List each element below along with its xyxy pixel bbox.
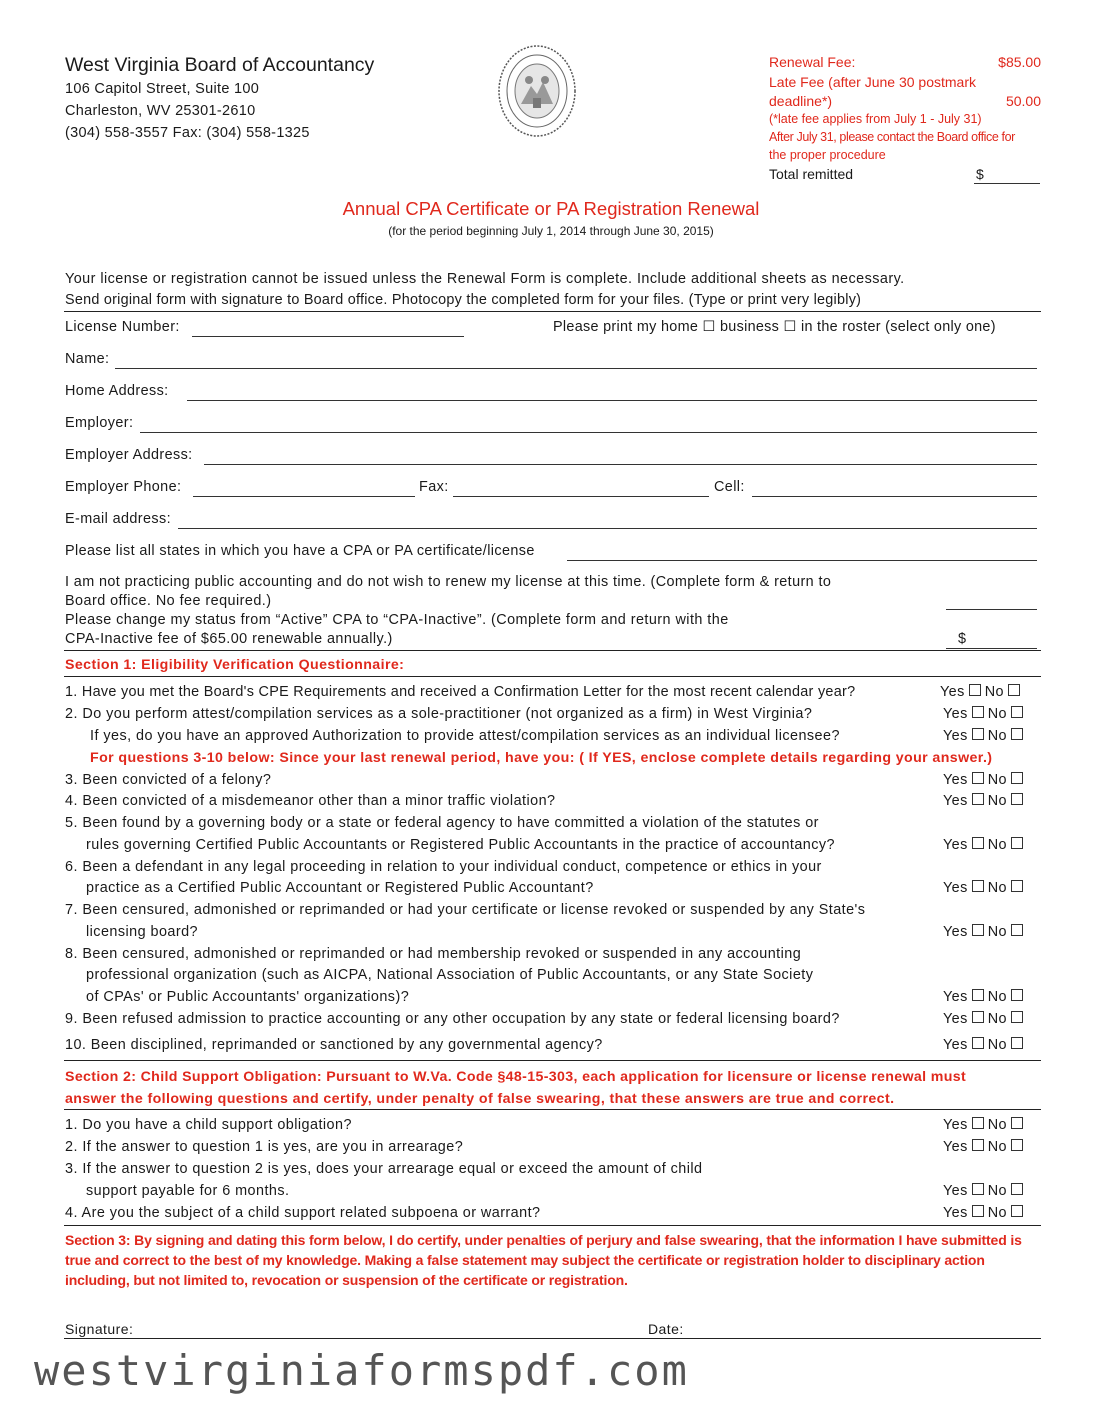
s1-question-9: 9. Been refused admission to practice accounting or any other occupation by any state or federal licensing board?	[65, 1011, 840, 1027]
divider	[64, 1060, 1041, 1061]
roster-preference[interactable]: Please print my home ☐ business ☐ in the roster (select only one)	[553, 319, 996, 335]
inactive-fee-input[interactable]	[946, 648, 1037, 649]
board-address-line2: Charleston, WV 25301-2610	[65, 103, 256, 119]
watermark: westvirginiaformspdf.com	[34, 1346, 689, 1395]
yes-checkbox[interactable]	[972, 1183, 984, 1195]
states-label: Please list all states in which you have a CPA or PA certificate/license	[65, 543, 535, 559]
late-fee-label-1: Late Fee (after June 30 postmark	[769, 74, 976, 90]
fax-label: Fax:	[419, 479, 449, 495]
no-checkbox[interactable]	[1011, 772, 1023, 784]
email-input[interactable]	[178, 528, 1037, 529]
no-checkbox[interactable]	[1011, 880, 1023, 892]
s1-question-5a: 5. Been found by a governing body or a state or federal agency to have committed a violation of the statutes or	[65, 815, 819, 831]
yes-checkbox[interactable]	[972, 989, 984, 1001]
s1-question-3: 3. Been convicted of a felony?	[65, 772, 272, 788]
s2-question-1: 1. Do you have a child support obligation?	[65, 1117, 352, 1133]
s1-question-8a: 8. Been censured, admonished or reprimanded or had membership revoked or suspended in any accounting	[65, 946, 802, 962]
total-remitted-label: Total remitted	[769, 166, 854, 182]
s2-answer-1[interactable]: Yes No	[943, 1117, 1027, 1133]
s1-question-4: 4. Been convicted of a misdemeanor other than a minor traffic violation?	[65, 793, 556, 809]
board-phone-fax: (304) 558-3557 Fax: (304) 558-1325	[65, 125, 310, 141]
no-checkbox[interactable]	[1011, 1205, 1023, 1217]
yes-checkbox[interactable]	[972, 1037, 984, 1049]
s1-answer-2b[interactable]: Yes No	[943, 728, 1027, 744]
no-checkbox[interactable]	[1011, 793, 1023, 805]
not-practicing-line1: I am not practicing public accounting and do not wish to renew my license at this time. (Complete form & return to	[65, 574, 832, 590]
s1-question-8b: professional organization (such as AICPA, National Association of Public Accountants, or any State Society	[86, 967, 814, 983]
no-checkbox[interactable]	[1011, 1011, 1023, 1023]
s1-answer-2[interactable]: Yes No	[943, 706, 1027, 722]
s2-question-3b: support payable for 6 months.	[86, 1183, 290, 1199]
s2-answer-3[interactable]: Yes No	[943, 1183, 1027, 1199]
employer-label: Employer:	[65, 415, 134, 431]
no-checkbox[interactable]	[1011, 837, 1023, 849]
no-checkbox[interactable]	[1011, 1183, 1023, 1195]
divider	[64, 311, 1041, 312]
employer-address-label: Employer Address:	[65, 447, 193, 463]
s1-question-5b: rules governing Certified Public Accountants or Registered Public Accountants in the practice of accountancy?	[86, 837, 835, 853]
no-checkbox[interactable]	[1011, 706, 1023, 718]
yes-checkbox[interactable]	[972, 728, 984, 740]
no-checkbox[interactable]	[1011, 1117, 1023, 1129]
s1-question-2b: If yes, do you have an approved Authorization to provide attest/compilation services as an individual licensee?	[90, 728, 840, 744]
email-label: E-mail address:	[65, 511, 171, 527]
no-checkbox[interactable]	[1011, 1037, 1023, 1049]
s1-question-6b: practice as a Certified Public Accountant or Registered Public Accountant?	[86, 880, 594, 896]
section2-heading-line2: answer the following questions and certify, under penalty of false swearing, that these answers are true and correct.	[65, 1091, 895, 1107]
states-input[interactable]	[567, 560, 1037, 561]
late-fee-note-2: After July 31, please contact the Board office for	[769, 130, 1015, 144]
divider	[64, 1109, 1041, 1110]
s1-answer-9[interactable]: Yes No	[943, 1011, 1027, 1027]
s1-question-8c: of CPAs' or Public Accountants' organizations)?	[86, 989, 410, 1005]
late-fee-amount: 50.00	[1005, 93, 1041, 109]
s2-answer-2[interactable]: Yes No	[943, 1139, 1027, 1155]
yes-checkbox[interactable]	[972, 1139, 984, 1151]
no-checkbox[interactable]	[1011, 924, 1023, 936]
s1-answer-8[interactable]: Yes No	[943, 989, 1027, 1005]
s1-answer-1[interactable]: Yes No	[940, 684, 1024, 700]
board-address-line1: 106 Capitol Street, Suite 100	[65, 81, 260, 97]
yes-checkbox[interactable]	[972, 772, 984, 784]
license-number-input[interactable]	[192, 336, 464, 337]
divider	[64, 676, 1041, 677]
employer-address-input[interactable]	[204, 464, 1037, 465]
fax-input[interactable]	[453, 496, 709, 497]
late-fee-note-1: (*late fee applies from July 1 - July 31)	[769, 112, 982, 126]
late-fee-label-2: deadline*)	[769, 93, 833, 109]
yes-checkbox[interactable]	[972, 924, 984, 936]
not-practicing-line2: Board office. No fee required.)	[65, 593, 272, 609]
date-label: Date:	[648, 1321, 684, 1337]
divider	[64, 1225, 1041, 1226]
s1-answer-10[interactable]: Yes No	[943, 1037, 1027, 1053]
signature-label: Signature:	[65, 1321, 134, 1337]
section2-heading-line1: Section 2: Child Support Obligation: Pursuant to W.Va. Code §48-15-303, each application for licensure or license renewal must	[65, 1069, 967, 1085]
yes-checkbox[interactable]	[972, 706, 984, 718]
yes-checkbox[interactable]	[972, 1011, 984, 1023]
yes-checkbox[interactable]	[972, 837, 984, 849]
renewal-fee-amount: $85.00	[998, 54, 1041, 70]
employer-input[interactable]	[140, 432, 1037, 433]
no-checkbox[interactable]	[1011, 989, 1023, 1001]
instructions-line2: Send original form with signature to Board office. Photocopy the completed form for your files. (Type or print very legibly)	[65, 292, 862, 308]
inactive-line2: CPA-Inactive fee of $65.00 renewable annually.)	[65, 631, 393, 647]
s2-answer-4[interactable]: Yes No	[943, 1205, 1027, 1221]
not-practicing-checkline[interactable]	[946, 609, 1037, 610]
section3-certification: Section 3: By signing and dating this form below, I do certify, under penalties of perjury and false swearing, that the information I have submitted is true and correct to the best of my knowledge. Making a false statement may subject the certificate or registration holder to disciplinary action including, but not limited to, revocation or suspension of the certificate or registration.	[65, 1232, 1022, 1288]
s2-question-2: 2. If the answer to question 1 is yes, are you in arrearage?	[65, 1139, 464, 1155]
board-name: West Virginia Board of Accountancy	[65, 54, 375, 76]
instructions-line1: Your license or registration cannot be issued unless the Renewal Form is complete. Include additional sheets as necessary.	[65, 271, 905, 287]
section1-heading: Section 1: Eligibility Verification Questionnaire:	[65, 657, 405, 673]
signature-line[interactable]	[64, 1338, 1041, 1339]
home-address-input[interactable]	[187, 400, 1037, 401]
name-input[interactable]	[115, 368, 1037, 369]
s1-answer-4[interactable]: Yes No	[943, 793, 1027, 809]
form-title: Annual CPA Certificate or PA Registration Renewal	[342, 198, 760, 219]
employer-phone-label: Employer Phone:	[65, 479, 182, 495]
s1-question-7a: 7. Been censured, admonished or reprimanded or had your certificate or license revoked or suspended by any State's	[65, 902, 866, 918]
total-remitted-value: $	[976, 166, 984, 182]
employer-phone-input[interactable]	[193, 496, 415, 497]
renewal-fee-label: Renewal Fee:	[769, 54, 856, 70]
yes-checkbox[interactable]	[972, 880, 984, 892]
state-seal-icon	[497, 44, 577, 138]
license-number-label: License Number:	[65, 319, 180, 335]
inactive-line1: Please change my status from “Active” CPA to “CPA-Inactive”. (Complete form and return with the	[65, 612, 729, 628]
yes-checkbox[interactable]	[972, 793, 984, 805]
s1-questions-note: For questions 3-10 below: Since your last renewal period, have you: ( If YES, enclose complete details regarding your answer.)	[90, 750, 993, 766]
s1-answer-5[interactable]: Yes No	[943, 837, 1027, 853]
inactive-fee-symbol: $	[958, 631, 967, 647]
no-checkbox[interactable]	[1008, 684, 1020, 696]
s2-question-4: 4. Are you the subject of a child support related subpoena or warrant?	[65, 1205, 541, 1221]
s2-question-3a: 3. If the answer to question 2 is yes, does your arrearage equal or exceed the amount of child	[65, 1161, 703, 1177]
late-fee-note-3: the proper procedure	[769, 148, 886, 162]
s1-question-10: 10. Been disciplined, reprimanded or sanctioned by any governmental agency?	[65, 1037, 603, 1053]
name-label: Name:	[65, 351, 110, 367]
form-period: (for the period beginning July 1, 2014 through June 30, 2015)	[388, 224, 714, 238]
s1-answer-7[interactable]: Yes No	[943, 924, 1027, 940]
s1-question-2: 2. Do you perform attest/compilation services as a sole-practitioner (not organized as a firm) in West Virginia?	[65, 706, 813, 722]
yes-checkbox[interactable]	[972, 1205, 984, 1217]
home-address-label: Home Address:	[65, 383, 169, 399]
cell-input[interactable]	[752, 496, 1037, 497]
s1-question-1: 1. Have you met the Board's CPE Requirements and received a Confirmation Letter for the most recent calendar year?	[65, 684, 856, 700]
s1-question-6a: 6. Been a defendant in any legal proceeding in relation to your individual conduct, competence or ethics in your	[65, 859, 822, 875]
yes-checkbox[interactable]	[972, 1117, 984, 1129]
s1-answer-6[interactable]: Yes No	[943, 880, 1027, 896]
s1-question-7b: licensing board?	[86, 924, 199, 940]
s1-answer-3[interactable]: Yes No	[943, 772, 1027, 788]
total-remitted-field[interactable]	[974, 183, 1040, 184]
divider	[64, 650, 1041, 651]
yes-checkbox[interactable]	[969, 684, 981, 696]
no-checkbox[interactable]	[1011, 728, 1023, 740]
no-checkbox[interactable]	[1011, 1139, 1023, 1151]
cell-label: Cell:	[714, 479, 745, 495]
